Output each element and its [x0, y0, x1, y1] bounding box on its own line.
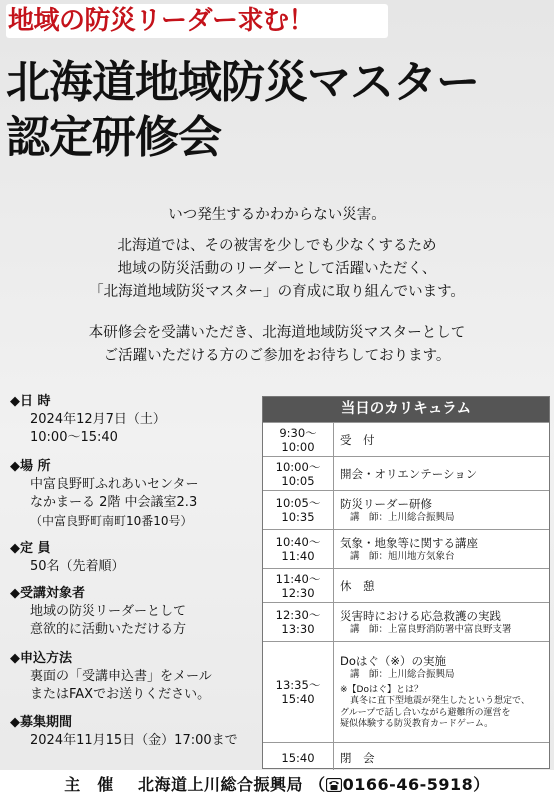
title-line-1: 北海道地域防災マスター — [6, 57, 479, 108]
info-line: 10:00〜15:40 — [30, 430, 118, 445]
curriculum-content: 休 憩 — [340, 578, 375, 593]
intro-line: 本研修会を受講いただき、北海道地域防災マスターとして — [88, 325, 466, 341]
intro-line: 「北海道地域防災マスター」の育成に取り組んでいます。 — [89, 284, 465, 300]
info-date — [10, 393, 265, 447]
intro-line: いつ発生するかわからない災害。 — [168, 207, 386, 223]
curriculum-table — [262, 396, 550, 769]
info-application — [10, 650, 265, 704]
curriculum-row — [263, 568, 549, 602]
info-target — [10, 585, 265, 639]
intro-lead — [0, 204, 554, 227]
intro-line: 北海道では、その被害を少しでも少なくするため — [117, 238, 437, 254]
info-heading: ◆募集期間 — [10, 715, 72, 730]
curriculum-time: 10:00〜 10:05 — [263, 457, 334, 490]
info-line: なかまーる 2階 中会議室2.3 — [30, 495, 198, 510]
intro-line: ご活躍いただける方のご参加をお待ちしております。 — [103, 348, 451, 364]
curriculum-content: 防災リーダー研修 講 師：上川総合振興局 — [340, 496, 455, 523]
curriculum-time: 15:40 — [263, 743, 334, 773]
info-heading: ◆日 時 — [10, 394, 51, 409]
curriculum-row — [263, 456, 549, 490]
curriculum-time: 12:30〜 13:30 — [263, 603, 334, 641]
info-period — [10, 714, 265, 750]
curriculum-note: グループで話し合いながら避難所の運営を — [340, 707, 511, 718]
curriculum-time: 11:40〜 12:30 — [263, 569, 334, 602]
curriculum-time: 10:05〜 10:35 — [263, 491, 334, 529]
curriculum-time: 9:30〜 10:00 — [263, 423, 334, 456]
info-heading: ◆定 員 — [10, 541, 51, 556]
info-line: 2024年12月7日（土） — [30, 412, 166, 427]
info-capacity — [10, 540, 265, 576]
intro-paragraph-1 — [0, 235, 554, 304]
curriculum-content: 閉 会 — [340, 751, 375, 765]
info-line: 裏面の「受講申込書」をメール — [30, 669, 212, 684]
curriculum-content: 受 付 — [340, 432, 375, 447]
curriculum-content: Doはぐ（※）の実施 講 師：上川総合振興局 ※【Doはぐ】とは？ 真冬に直下型地震が発生したという想定で、 グループで話し合いながら避難所の運営を 疑似体験する防災教育カードゲーム。 — [334, 642, 549, 742]
title-line-2: 認定研修会 — [6, 112, 221, 163]
info-heading: ◆場 所 — [10, 459, 51, 474]
curriculum-note: 真冬に直下型地震が発生したという想定で、 — [350, 696, 530, 706]
curriculum-note: ※【Doはぐ】とは？ — [340, 684, 423, 695]
curriculum-content: 開会・オリエンテーション — [340, 466, 478, 481]
intro-paragraph-2 — [0, 322, 554, 368]
footer-phone: 0166-46-5918 — [342, 775, 474, 794]
info-heading: ◆受講対象者 — [10, 586, 85, 601]
curriculum-time: 10:40〜 11:40 — [263, 530, 334, 568]
telephone-icon — [326, 778, 342, 792]
info-line: 50名（先着順） — [30, 559, 125, 574]
curriculum-row — [263, 422, 549, 456]
intro-line: 地域の防災活動のリーダーとして活躍いただく、 — [117, 261, 437, 277]
curriculum-row — [263, 641, 549, 742]
curriculum-content: 災害時における応急救護の実践 講 師：上富良野消防署中富良野支署 — [340, 608, 512, 635]
info-line: 中富良野町ふれあいセンター — [30, 477, 199, 492]
curriculum-content: 気象・地象等に関する講座 講 師：旭川地方気象台 — [340, 535, 478, 562]
info-line: （中富良野町南町10番10号） — [30, 514, 193, 528]
curriculum-row — [263, 742, 549, 773]
footer-label: 主 催 — [64, 775, 114, 794]
info-line: 2024年11月15日（金）17:00まで — [30, 733, 238, 748]
info-heading: ◆申込方法 — [10, 651, 72, 666]
curriculum-note: 疑似体験する防災教育カードゲーム。 — [340, 719, 494, 729]
curriculum-row — [263, 529, 549, 568]
info-line: 地域の防災リーダーとして — [30, 604, 187, 619]
curriculum-row — [263, 602, 549, 641]
footer-organizer-name: 北海道上川総合振興局 — [138, 775, 304, 794]
curriculum-title: 当日のカリキュラム — [263, 397, 549, 422]
info-line: またはFAXでお送りください。 — [30, 687, 211, 702]
curriculum-time: 13:35〜 15:40 — [263, 642, 334, 742]
tagline: 地域の防災リーダー求む！ — [6, 4, 388, 38]
info-venue — [10, 458, 265, 530]
info-line: 意欲的に活動いただける方 — [30, 622, 187, 637]
curriculum-row — [263, 490, 549, 529]
footer-organizer: 主 催 北海道上川総合振興局 （ 0166-46-5918） — [0, 770, 554, 800]
